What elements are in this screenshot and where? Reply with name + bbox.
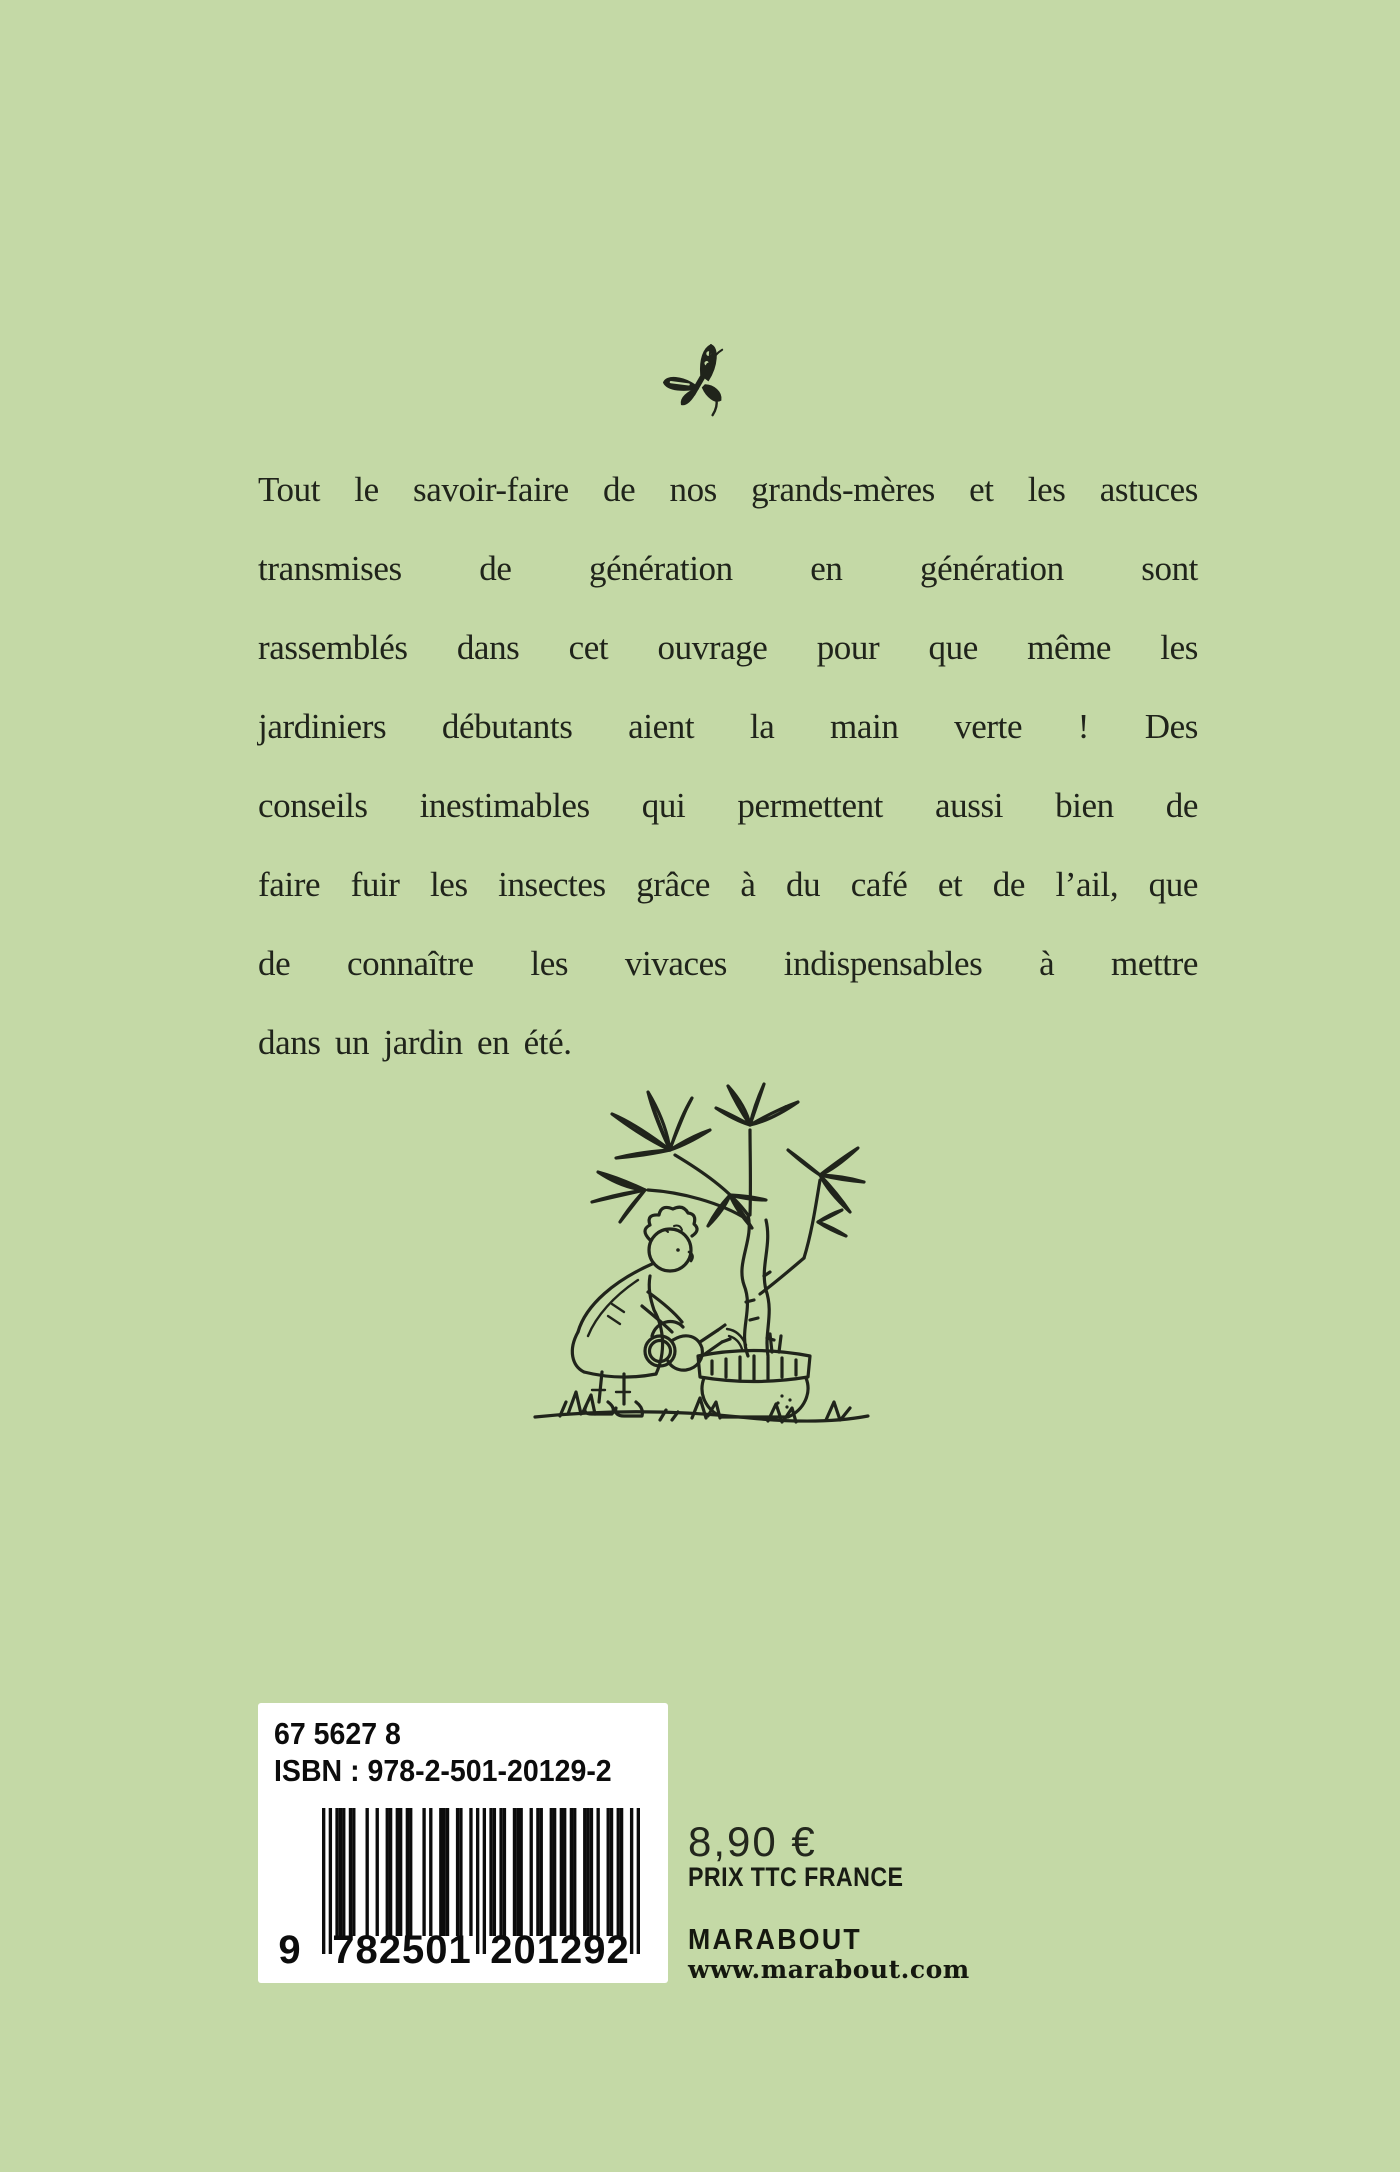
ean-leading-digit: 9 [278, 1928, 302, 1972]
price: 8,90 € [688, 1818, 817, 1865]
ean-left-digits: 782501 [332, 1928, 472, 1972]
blurb-line: jardiniers débutants aient la main verte ! Des [258, 707, 1198, 746]
blurb-line: transmises de génération en génération sont [258, 549, 1198, 588]
reference-number: 67 5627 8 [274, 1716, 401, 1751]
blurb-line: dans un jardin en été. [258, 1023, 572, 1062]
butterfly-icon [658, 342, 742, 422]
ean-right-digits: 201292 [490, 1928, 630, 1972]
back-cover-blurb [258, 450, 1198, 1082]
blurb-line: conseils inestimables qui permettent aussi bien de [258, 786, 1198, 825]
barcode-panel [258, 1703, 668, 1983]
publisher-website: www.marabout.com [688, 1955, 970, 1984]
blurb-line: faire fuir les insectes grâce à du café et de l’ail, que [258, 865, 1198, 904]
blurb-line: de connaître les vivaces indispensables à mettre [258, 944, 1198, 983]
isbn-number: ISBN : 978-2-501-20129-2 [274, 1753, 612, 1788]
gardener-illustration [520, 1080, 880, 1440]
blurb-line: rassemblés dans cet ouvrage pour que même les [258, 628, 1198, 667]
blurb-line: Tout le savoir-faire de nos grands-mères et les astuces [258, 470, 1198, 509]
publisher-logo: MARABOUT [688, 1924, 863, 1956]
price-label: PRIX TTC FRANCE [688, 1862, 904, 1892]
